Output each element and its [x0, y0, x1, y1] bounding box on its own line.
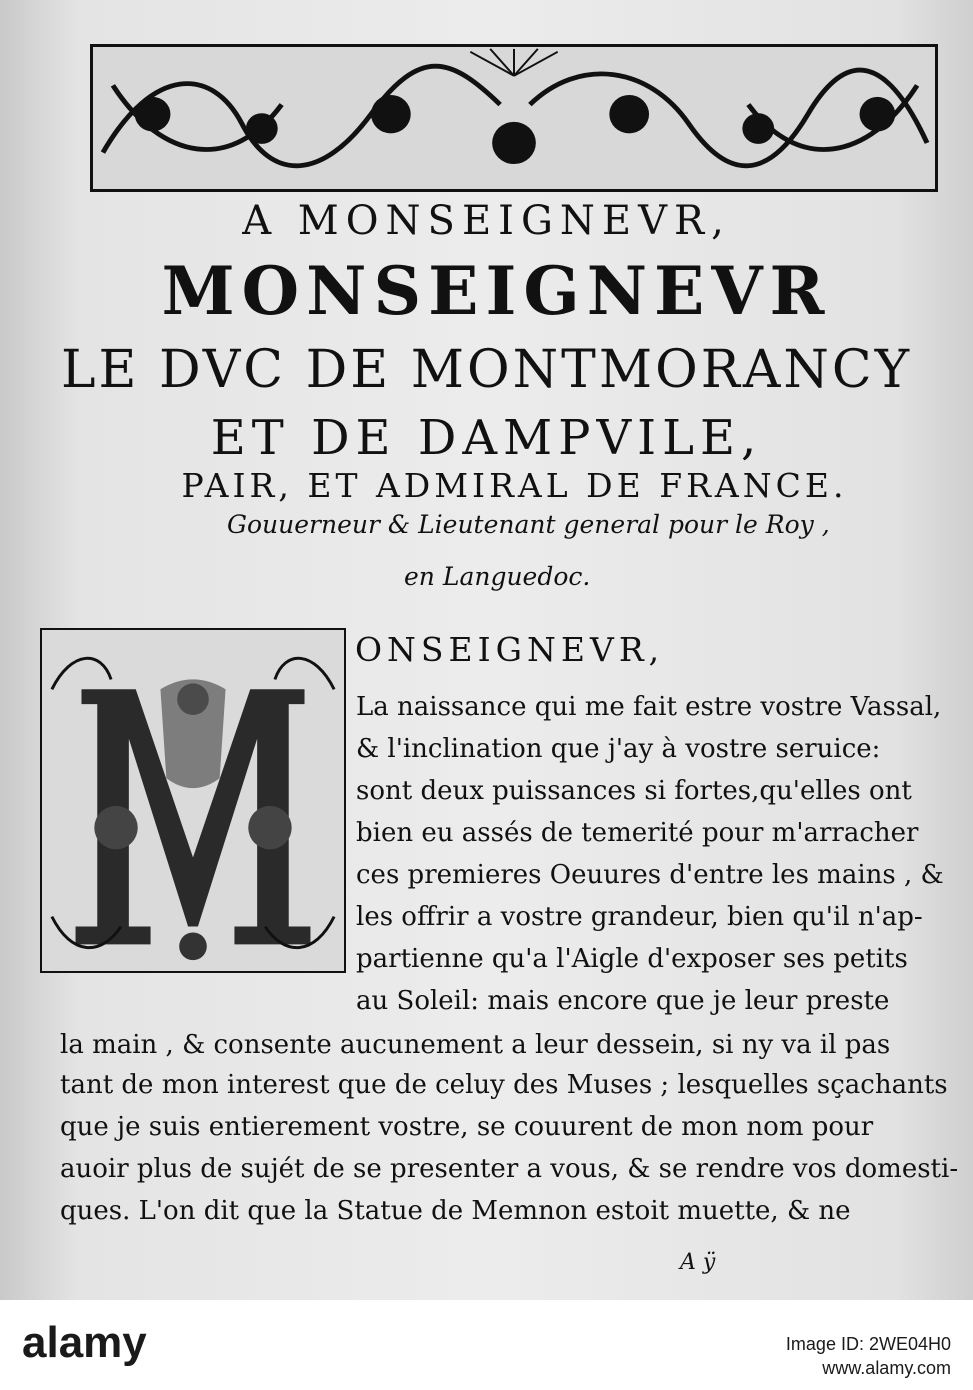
- body-line: ques. L'on dit que la Statue de Memnon estoit muette, & ne: [60, 1196, 851, 1226]
- body-line: & l'inclination que j'ay à vostre seruice:: [356, 734, 881, 764]
- body-line: les offrir a vostre grandeur, bien qu'il n'ap-: [356, 902, 923, 932]
- body-line: La naissance qui me fait estre vostre Vassal,: [356, 692, 942, 722]
- body-line: tant de mon interest que de celuy des Muses ; lesquelles sçachants: [60, 1070, 948, 1100]
- headpiece-ornament-icon: [93, 47, 935, 189]
- dedication-title: MONSEIGNEVR: [161, 252, 832, 330]
- body-line: partienne qu'a l'Aigle d'exposer ses petits: [356, 944, 908, 974]
- watermark-logo: alamy: [22, 1318, 147, 1367]
- body-line: la main , & consente aucunement a leur dessein, si ny va il pas: [60, 1030, 891, 1060]
- image-id-label: Image ID: 2WE04H0: [785, 1334, 951, 1354]
- salutation: ONSEIGNEVR,: [355, 630, 665, 669]
- dedication-line-4: ET DE DAMPVILE,: [210, 410, 763, 466]
- site-label: www.alamy.com: [822, 1358, 951, 1378]
- dedication-line-1: A MONSEIGNEVR,: [242, 198, 731, 244]
- dedication-line-5: PAIR, ET ADMIRAL DE FRANCE.: [181, 466, 848, 505]
- body-line: auoir plus de sujét de se presenter a vous, & se rendre vos domesti-: [60, 1154, 959, 1184]
- dedication-subtitle-1: Gouuerneur & Lieutenant general pour le Roy ,: [227, 510, 830, 539]
- body-line: que je suis entierement vostre, se couurent de mon nom pour: [60, 1112, 874, 1142]
- decorated-initial-m: [40, 628, 346, 973]
- body-line: ces premieres Oeuures d'entre les mains , &: [356, 860, 944, 890]
- body-line: sont deux puissances si fortes,qu'elles ont: [356, 776, 912, 806]
- initial-m-ornament-icon: [42, 630, 344, 971]
- ornamental-headpiece: [90, 44, 938, 192]
- dedication-line-3: LE DVC DE MONTMORANCY: [60, 340, 913, 400]
- body-line: au Soleil: mais encore que je leur preste: [356, 986, 890, 1016]
- body-line: bien eu assés de temerité pour m'arracher: [356, 818, 919, 848]
- signature-mark: A ÿ: [680, 1250, 716, 1275]
- dedication-subtitle-2: en Languedoc.: [404, 562, 591, 591]
